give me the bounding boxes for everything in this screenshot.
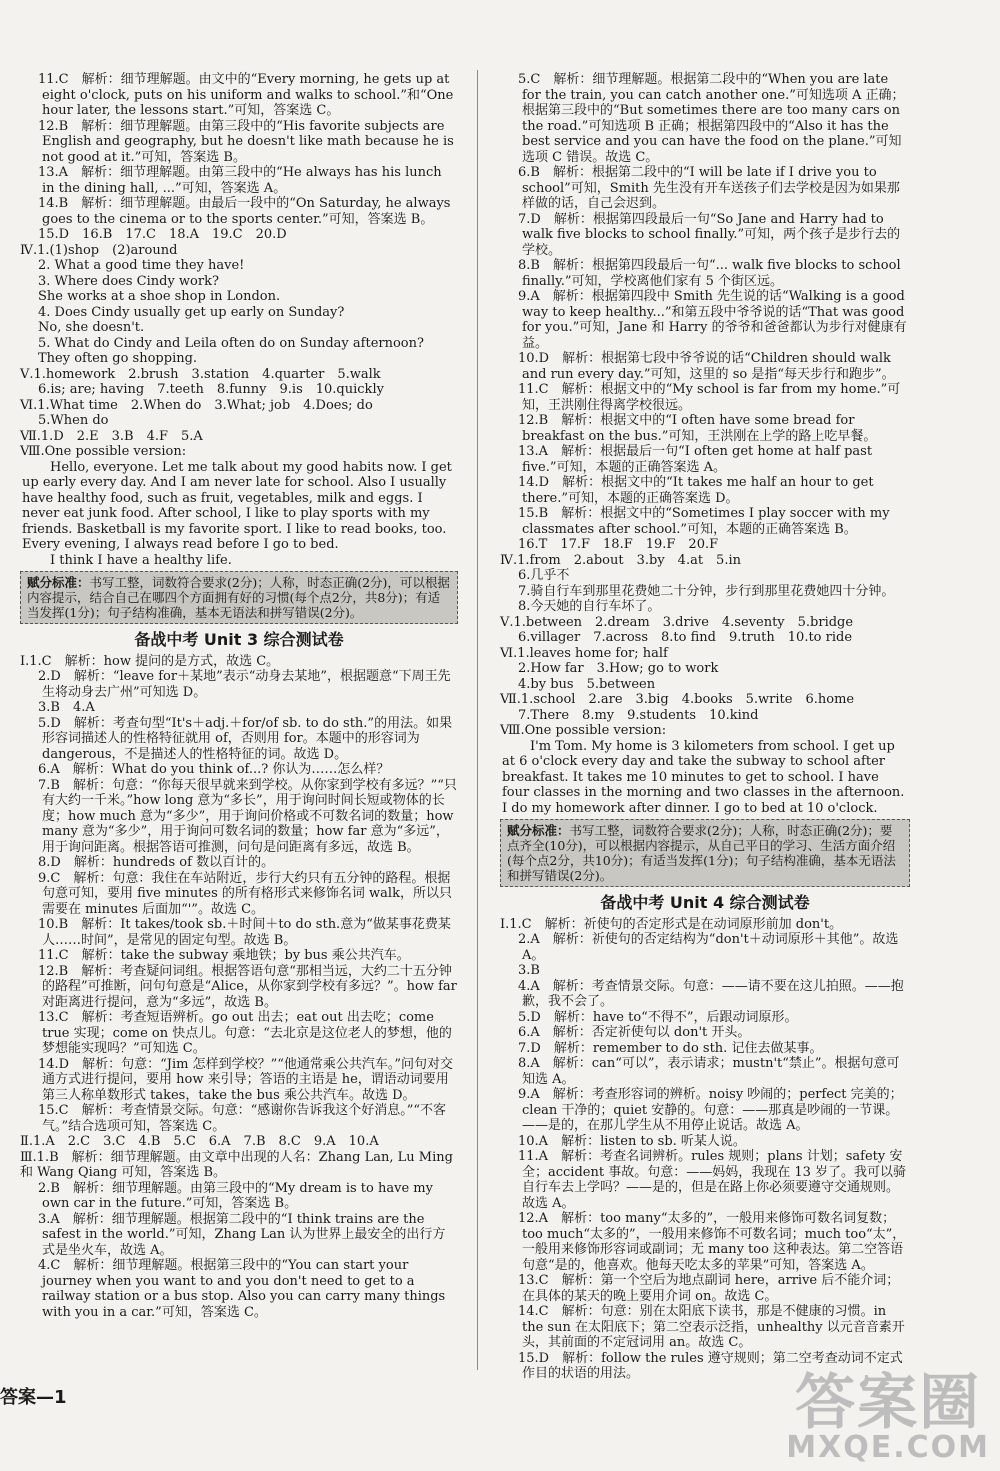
right-essay: I'm Tom. My home is 3 kilometers from school. I get up at 6 o'clock every day and take the subway to school after breakfast. It takes me 10 minutes to get to school. I have four classes in the morning and two classes in the afternoon. I do my homework after dinner. I go to bed at 10 o'clock. bbox=[502, 738, 905, 816]
answer-line: 15.C 解析：考查情景交际。句意：“感谢你告诉我这个好消息。”“不客气。”结合选项可知，答案选 C。 bbox=[38, 1103, 447, 1134]
watermark-bottom: MXQE.COM bbox=[786, 1430, 990, 1465]
answer-line: 6.几乎不 bbox=[518, 568, 570, 583]
answer-line: 3. Where does Cindy work? bbox=[38, 273, 219, 289]
answer-line: 5.D 解析：考查句型“It's＋adj.＋for/of sb. to do sth.”的用法。如果形容词描述人的性格特征就用 of，否则用 for。本题中的形容词为 dangerous，不是描述人的性格特征的词。故选 D。 bbox=[38, 715, 453, 762]
answer-line: 5.C 解析：细节理解题。根据第二段中的“When you are late for the train, you can catch another one.”可知选项 A 正确；根据第三段中的“But sometimes there are too many cars on the road.”可知选项 B 正确；根据第四段中的“Also it has the best service and you can have the food on the plane.”可知选项 C 错误。故选 C。 bbox=[518, 72, 905, 165]
answer-line: Ⅰ.1.C 解析：祈使句的否定形式是在动词原形前加 don't。 bbox=[500, 916, 843, 932]
left-scoring-label: 赋分标准： bbox=[27, 575, 90, 590]
answer-line: 2.How far 3.How; go to work bbox=[518, 661, 719, 676]
answer-line: 2.A 解析：祈使句的否定结构为“don't＋动词原形＋其他”。故选 A。 bbox=[518, 932, 899, 963]
answer-line: 13.C 解析：第一个空后为地点副词 here，arrive 后不能介词；在具体的某天的晚上要用介词 on。故选 C。 bbox=[518, 1273, 900, 1304]
answer-line: 8.D 解析：hundreds of 数以百计的。 bbox=[38, 855, 275, 870]
answer-line: 6.A 解析：否定祈使句以 don't 开头。 bbox=[518, 1025, 751, 1040]
answer-line: Ⅴ.1.homework 2.brush 3.station 4.quarter 5.walk bbox=[20, 366, 381, 382]
answer-line: 14.D 解析：根据文中的“It takes me half an hour to get there.”可知，本题的正确答案选 D。 bbox=[518, 475, 874, 506]
answer-line: They often go shopping. bbox=[38, 351, 198, 366]
right-scoring-text: 书写工整，词数符合要求(2分)；人称，时态正确(2分)；要点齐全(10分)，可以根据内容提示，从自己平日的学习、生活方面介绍(每个点2分，共10分)；有适当发挥(1分)；句子结构准确，基本无语法和拼写错误(2分)。 bbox=[507, 823, 896, 883]
answer-line: 7.There 8.my 9.students 10.kind bbox=[518, 707, 759, 723]
right-answers-a bbox=[500, 72, 910, 739]
answer-line: Ⅲ.1.B 解析：细节理解题。由文章中出现的人名：Zhang Lan, Lu Ming 和 Wang Qiang 可知，答案选 B。 bbox=[20, 1149, 453, 1180]
answer-line: She works at a shoe shop in London. bbox=[38, 289, 281, 304]
answer-line: 7.D 解析：remember to do sth. 记住去做某事。 bbox=[518, 1040, 823, 1056]
answer-line: 2.B 解析：细节理解题。由第三段中的“My dream is to have my own car in the future.”可知，答案选 B。 bbox=[38, 1180, 433, 1211]
answer-line: 6.is; are; having 7.teeth 8.funny 9.is 10.quickly bbox=[38, 382, 384, 397]
answer-line: 6.B 解析：根据第二段中的“I will be late if I drive you to school”可知，Smith 先生没有开车送孩子们去学校是因为如果那样做的话，自己会迟到。 bbox=[518, 165, 900, 211]
answer-line: Ⅳ.1.(1)shop (2)around bbox=[20, 242, 178, 258]
answer-line: 15.D 16.B 17.C 18.A 19.C 20.D bbox=[38, 227, 287, 242]
answer-line: 12.B 解析：考查疑问词组。根据答语句意“那相当远，大约二十五分钟的路程”可推断，问句句意是“Alice，从你家到学校有多远？”。how far 对距离进行提问，意为“多远”，故选 B。 bbox=[38, 963, 457, 1010]
answer-line: 3.B 4.A bbox=[38, 700, 95, 715]
left-answers-c bbox=[20, 654, 458, 1321]
answer-line: 9.A 解析：考查形容词的辨析。noisy 吵闹的；perfect 完美的；clean 干净的；quiet 安静的。句意：——那真是吵闹的一节课。——是的，在那儿学生从不用停止说话。故选 A。 bbox=[518, 1087, 903, 1133]
answer-line: Ⅵ.1.leaves home for; half bbox=[500, 645, 668, 661]
answer-line: 4. Does Cindy usually get up early on Sunday? bbox=[38, 304, 345, 320]
answer-line: 4.by bus 5.between bbox=[518, 676, 656, 692]
answer-line: Ⅰ.1.C 解析：how 提问的是方式，故选 C。 bbox=[20, 653, 280, 669]
answer-line: 2.D 解析：“leave for＋某地”表示“动身去某地”，根据题意“下周王先生将动身去广州”可知选 D。 bbox=[38, 669, 451, 700]
answer-line: 14.D 解析：句意：“Jim 怎样到学校？”“他通常乘公共汽车。”问句对交通方式进行提问，要用 how 来引导；答语的主语是 he，谓语动词要用第三人称单数形式 takes，take the bus 乘公共汽车。故选 D。 bbox=[38, 1056, 454, 1103]
site-watermark-logo bbox=[786, 1368, 990, 1465]
answer-line: 11.A 解析：考查名词辨析。rules 规则；plans 计划；safety 安全；accident 事故。句意：——妈妈，我现在 13 岁了。我可以骑自行车去上学吗？——是的，但是在路上你必须要遵守交通规则。故选 A。 bbox=[518, 1149, 907, 1211]
answer-line: 5.D 解析：have to“不得不”，后跟动词原形。 bbox=[518, 1009, 798, 1025]
answer-line: 15.D 解析：follow the rules 遵守规则；第二空考查动词不定式作目的状语的用法。 bbox=[518, 1350, 903, 1381]
answer-line: 14.C 解析：句意：别在太阳底下读书，那是不健康的习惯。in the sun 在太阳底下；第二空表示泛指，unhealthy 以元音音素开头，其前面的不定冠词用 an。故选 C。 bbox=[518, 1304, 905, 1350]
answer-line: 9.C 解析：句意：我住在车站附近，步行大约只有五分钟的路程。根据句意可知，要用 five minutes 的所有格形式来修饰名词 walk，所以只需要在 minutes 后面加“'”。故选 C。 bbox=[38, 870, 452, 917]
page-footer-label: 答案—1 bbox=[0, 1387, 67, 1408]
answer-line: 13.C 解析：考查短语辨析。go out 出去；eat out 出去吃；come true 实现；come on 快点儿。句意：“去北京是这位老人的梦想，他的梦想能实现吗？”可知选 C。 bbox=[38, 1010, 452, 1056]
answer-line: 9.A 解析：根据第四段中 Smith 先生说的话“Walking is a good way to keep healthy...”和第五段中爷爷说的话“That was good for you.”可知，Jane 和 Harry 的爷爷和爸爸都认为步行对健康有益。 bbox=[518, 289, 907, 351]
left-essay: Hello, everyone. Let me talk about my good habits now. I get up early every day. And I am never late for school. Also I usually have healthy food, such as fruit, vegetables, milk and eggs. I never eat junk food. After school, I like to play sports with my friends. Basketball is my favorite sport. I like to read books, too. Every evening, I always read before I go to bed. bbox=[22, 459, 452, 552]
answer-line: 4.C 解析：细节理解题。根据第三段中的“You can start your journey when you want to and you don't need to get to a railway station or a bus stop. Also you can carry many things with you in a car.”可知，答案选 C。 bbox=[38, 1258, 446, 1320]
unit3-title: 备战中考 Unit 3 综合测试卷 bbox=[134, 630, 344, 649]
right-scoring-label: 赋分标准： bbox=[507, 823, 570, 838]
answer-line: Ⅷ.One possible version: bbox=[20, 444, 187, 459]
answer-line: 8.B 解析：根据第四段最后一句“... walk five blocks to school finally.”可知，学校离他们家有 5 个街区远。 bbox=[518, 258, 901, 289]
answer-line: Ⅵ.1.What time 2.When do 3.What; job 4.Does; do bbox=[20, 397, 373, 413]
left-answers-b bbox=[20, 243, 458, 460]
answer-line: 2. What a good time they have! bbox=[38, 258, 245, 273]
left-scoring-box bbox=[20, 571, 458, 624]
answer-line: Ⅶ.1.D 2.E 3.B 4.F 5.A bbox=[20, 428, 203, 444]
answer-line: 12.B 解析：根据文中的“I often have some bread for breakfast on the bus.”可知，王洪刚在上学的路上吃早餐。 bbox=[518, 413, 877, 444]
right-answers-b bbox=[500, 917, 910, 1382]
left-answers-a bbox=[20, 72, 458, 243]
answer-line: 3.B bbox=[518, 963, 540, 978]
column-divider bbox=[477, 70, 478, 1370]
watermark-top: 答案圈 bbox=[795, 1368, 982, 1438]
answer-line: 5.When do bbox=[38, 413, 109, 428]
answer-line: 10.D 解析：根据第七段中爷爷说的话“Children should walk and run every day.”可知，这里的 so 是指“每天步行和跑步”。 bbox=[518, 351, 895, 382]
answer-line: 3.A 解析：细节理解题。根据第二段中的“I think trains are the safest in the world.”可知，Zhang Lan 认为世界上最安全的出行方式是坐火车，故选 A。 bbox=[38, 1211, 446, 1258]
answer-line: 7.D 解析：根据第四段最后一句“So Jane and Harry had to walk five blocks to school finally.”可知，两个孩子是步行去的学校。 bbox=[518, 211, 901, 258]
answer-line: 5. What do Cindy and Leila often do on Sunday afternoon? bbox=[38, 335, 424, 351]
answer-line: 11.C 解析：细节理解题。由文中的“Every morning, he gets up at eight o'clock, puts on his uniform and walks to school.”和“One hour later, the lessons start.”可知，答案选 C。 bbox=[38, 72, 454, 118]
answer-line: 11.C 解析：根据文中的“My school is far from my home.”可知，王洪刚住得离学校很远。 bbox=[518, 382, 901, 413]
right-scoring-box bbox=[500, 819, 910, 887]
answer-line: No, she doesn't. bbox=[38, 320, 145, 335]
answer-line: 15.B 解析：根据文中的“Sometimes I play soccer with my classmates after school.”可知，本题的正确答案选 B。 bbox=[518, 506, 890, 537]
left-essay-end: I think I have a healthy life. bbox=[50, 552, 232, 568]
answer-line: 13.A 解析：根据最后一句“I often get home at half past five.”可知，本题的正确答案选 A。 bbox=[518, 444, 873, 475]
answer-line: 7.骑自行车到那里花费她二十分钟，步行到那里花费她四十分钟。 bbox=[518, 583, 895, 599]
answer-line: 12.B 解析：细节理解题。由第三段中的“His favorite subjects are English and geography, but he doesn't like math because he is not good at it.”可知，答案选 B。 bbox=[38, 118, 454, 165]
answer-line: 6.A 解析：What do you think of...? 你认为……怎么样？ bbox=[38, 762, 390, 777]
answer-line: 16.T 17.F 18.F 19.F 20.F bbox=[518, 537, 719, 552]
answer-line: 8.今天她的自行车坏了。 bbox=[518, 599, 661, 614]
answer-line: 13.A 解析：细节理解题。由第三段中的“He always has his lunch in the dining hall, ...”可知，答案选 A。 bbox=[38, 165, 442, 196]
left-column bbox=[20, 72, 458, 1320]
answer-line: 4.A 解析：考查情景交际。句意：——请不要在这儿拍照。——抱歉，我不会了。 bbox=[518, 978, 904, 1009]
left-scoring-text: 书写工整，词数符合要求(2分)；人称，时态正确(2分)，可以根据内容提示，结合自己在哪四个方面拥有好的习惯(每个点2分，共8分)；有适当发挥(1分)；句子结构准确，基本无语法和拼写错误(2分)。 bbox=[27, 575, 450, 620]
answer-line: 11.C 解析：take the subway 乘地铁；by bus 乘公共汽车。 bbox=[38, 948, 410, 963]
answer-line: Ⅳ.1.from 2.about 3.by 4.at 5.in bbox=[500, 552, 741, 568]
answer-line: Ⅱ.1.A 2.C 3.C 4.B 5.C 6.A 7.B 8.C 9.A 10.A bbox=[20, 1134, 379, 1149]
answer-line: 6.villager 7.across 8.to find 9.truth 10.to ride bbox=[518, 630, 853, 645]
answer-line: Ⅷ.One possible version: bbox=[500, 723, 667, 738]
answer-line: Ⅴ.1.between 2.dream 3.drive 4.seventy 5.bridge bbox=[500, 614, 854, 630]
answer-line: 10.A 解析：listen to sb. 听某人说。 bbox=[518, 1133, 746, 1149]
unit4-title: 备战中考 Unit 4 综合测试卷 bbox=[600, 893, 810, 912]
answer-line: Ⅶ.1.school 2.are 3.big 4.books 5.write 6.home bbox=[500, 692, 855, 707]
answer-line: 14.B 解析：细节理解题。由最后一段中的“On Saturday, he always goes to the cinema or to the sports center.”可知，答案选 B。 bbox=[38, 196, 451, 227]
answer-line: 7.B 解析：句意：“你每天很早就来到学校。从你家到学校有多远？”“只有大约一千米。”how long 意为“多长”，用于询问时间长短或物体的长度；how much 意为“多少”，用于询问价格或不可数名词的数量；how many 意为“多少”，用于询问可数名词的数量；how far 意为“多远”，用于询问距离。根据答语可推测，问句是问距离有多远，故选 B。 bbox=[38, 777, 457, 855]
answer-line: 8.A 解析：can“可以”，表示请求；mustn't“禁止”。根据句意可知选 A。 bbox=[518, 1056, 900, 1087]
answer-line: 12.A 解析：too many“太多的”，一般用来修饰可数名词复数；too much“太多的”，一般用来修饰不可数名词；much too“太”，一般用来修饰形容词或副词；无 many too 这种表达。第二空答语句意“是的，他喜欢。他每天吃太多的苹果”可知，答案选 A。 bbox=[518, 1211, 906, 1273]
right-column bbox=[500, 72, 910, 1382]
answer-line: 10.B 解析：It takes/took sb.＋时间＋to do sth.意为“做某事花费某人……时间”，是常见的固定句型。故选 B。 bbox=[38, 917, 451, 948]
